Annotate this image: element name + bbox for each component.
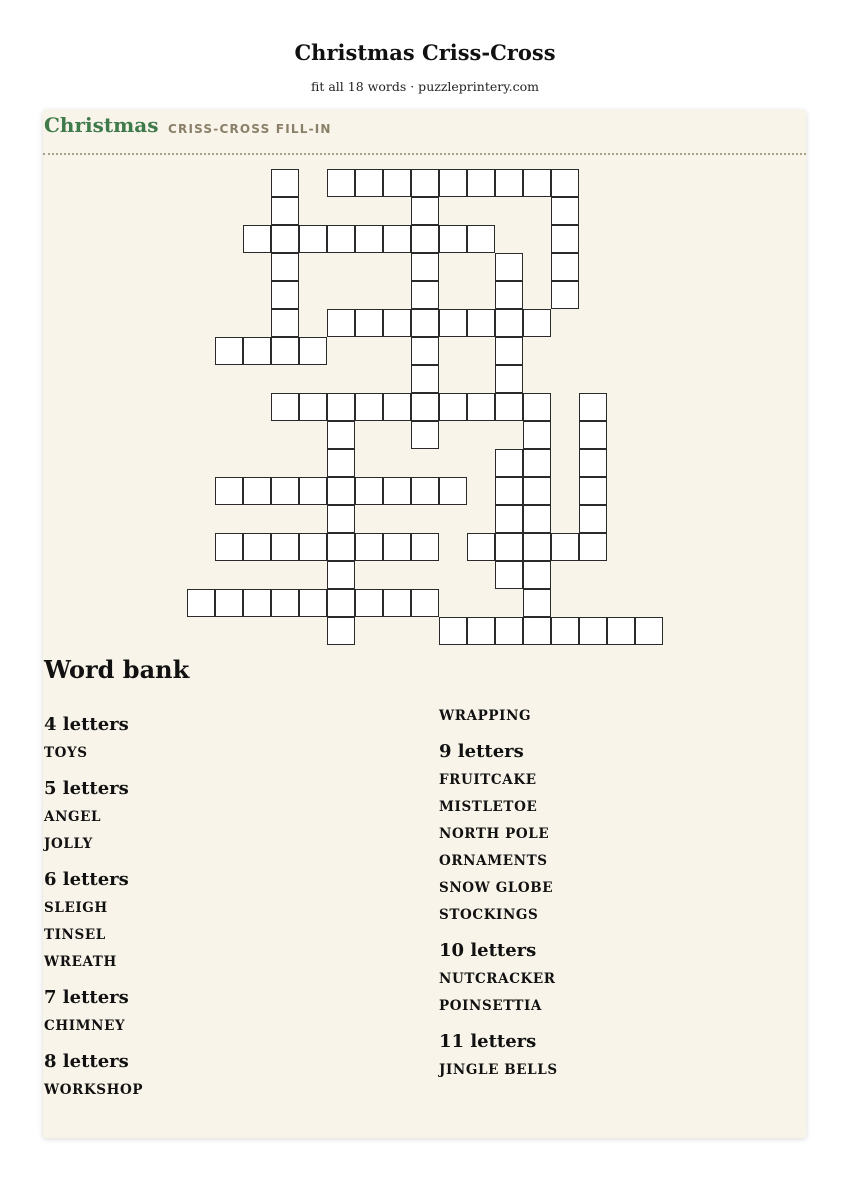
grid-cell[interactable]	[495, 281, 523, 309]
grid-cell[interactable]	[327, 617, 355, 645]
grid-cell[interactable]	[327, 477, 355, 505]
grid-cell[interactable]	[551, 533, 579, 561]
grid-cell[interactable]	[579, 449, 607, 477]
grid-cell[interactable]	[411, 533, 439, 561]
grid-cell[interactable]	[299, 477, 327, 505]
grid-cell[interactable]	[579, 393, 607, 421]
grid-cell[interactable]	[523, 533, 551, 561]
grid-cell[interactable]	[271, 309, 299, 337]
puzzle-card	[43, 110, 806, 1138]
word-group-heading: 11 letters	[439, 1031, 537, 1052]
grid-cell[interactable]	[495, 477, 523, 505]
grid-cell[interactable]	[327, 393, 355, 421]
word-bank-title: Word bank	[44, 655, 190, 684]
grid-cell[interactable]	[271, 533, 299, 561]
word-bank-item: TOYS	[44, 745, 88, 761]
grid-cell[interactable]	[327, 169, 355, 197]
grid-cell[interactable]	[411, 337, 439, 365]
grid-cell[interactable]	[243, 477, 271, 505]
grid-cell[interactable]	[523, 449, 551, 477]
grid-cell[interactable]	[495, 253, 523, 281]
grid-cell[interactable]	[495, 449, 523, 477]
word-bank-item: FRUITCAKE	[439, 772, 537, 788]
puzzle-kind: CRISS-CROSS FILL-IN	[168, 122, 332, 136]
word-group-heading: 9 letters	[439, 741, 524, 762]
word-bank-item: WRAPPING	[439, 708, 532, 724]
grid-cell[interactable]	[271, 253, 299, 281]
grid-cell[interactable]	[411, 309, 439, 337]
grid-cell[interactable]	[299, 589, 327, 617]
grid-cell[interactable]	[383, 589, 411, 617]
grid-cell[interactable]	[467, 393, 495, 421]
grid-cell[interactable]	[495, 309, 523, 337]
grid-cell[interactable]	[495, 365, 523, 393]
grid-cell[interactable]	[523, 589, 551, 617]
grid-cell[interactable]	[467, 169, 495, 197]
grid-cell[interactable]	[383, 533, 411, 561]
grid-cell[interactable]	[355, 169, 383, 197]
grid-cell[interactable]	[579, 533, 607, 561]
grid-cell[interactable]	[635, 617, 663, 645]
grid-cell[interactable]	[243, 337, 271, 365]
grid-cell[interactable]	[495, 617, 523, 645]
grid-cell[interactable]	[467, 533, 495, 561]
grid-cell[interactable]	[271, 281, 299, 309]
word-bank-item: WORKSHOP	[44, 1082, 144, 1098]
grid-cell[interactable]	[327, 225, 355, 253]
grid-cell[interactable]	[523, 421, 551, 449]
grid-cell[interactable]	[411, 421, 439, 449]
grid-cell[interactable]	[383, 309, 411, 337]
grid-cell[interactable]	[271, 169, 299, 197]
grid-cell[interactable]	[355, 533, 383, 561]
grid-cell[interactable]	[579, 617, 607, 645]
word-bank-item: NUTCRACKER	[439, 971, 556, 987]
grid-cell[interactable]	[551, 617, 579, 645]
grid-cell[interactable]	[243, 225, 271, 253]
word-bank-item: SLEIGH	[44, 900, 108, 916]
grid-cell[interactable]	[467, 225, 495, 253]
grid-cell[interactable]	[187, 589, 215, 617]
grid-cell[interactable]	[411, 253, 439, 281]
grid-cell[interactable]	[411, 281, 439, 309]
grid-cell[interactable]	[607, 617, 635, 645]
grid-cell[interactable]	[355, 589, 383, 617]
grid-cell[interactable]	[579, 421, 607, 449]
grid-cell[interactable]	[299, 393, 327, 421]
grid-cell[interactable]	[327, 505, 355, 533]
header-divider	[43, 153, 806, 155]
grid-cell[interactable]	[411, 225, 439, 253]
grid-cell[interactable]	[327, 533, 355, 561]
word-bank-item: POINSETTIA	[439, 998, 543, 1014]
word-bank-item: ANGEL	[44, 809, 102, 825]
grid-cell[interactable]	[271, 337, 299, 365]
grid-cell[interactable]	[327, 309, 355, 337]
grid-cell[interactable]	[355, 225, 383, 253]
grid-cell[interactable]	[271, 197, 299, 225]
grid-cell[interactable]	[355, 309, 383, 337]
puzzle-theme: Christmas	[44, 113, 159, 137]
word-group-heading: 7 letters	[44, 987, 129, 1008]
grid-cell[interactable]	[271, 225, 299, 253]
grid-cell[interactable]	[551, 253, 579, 281]
grid-cell[interactable]	[411, 169, 439, 197]
grid-cell[interactable]	[467, 309, 495, 337]
grid-cell[interactable]	[439, 225, 467, 253]
grid-cell[interactable]	[411, 477, 439, 505]
word-group-heading: 6 letters	[44, 869, 129, 890]
grid-cell[interactable]	[579, 505, 607, 533]
grid-cell[interactable]	[495, 337, 523, 365]
grid-cell[interactable]	[467, 617, 495, 645]
grid-cell[interactable]	[327, 449, 355, 477]
word-bank-item: WREATH	[44, 954, 117, 970]
grid-cell[interactable]	[271, 477, 299, 505]
grid-cell[interactable]	[439, 169, 467, 197]
grid-cell[interactable]	[215, 589, 243, 617]
grid-cell[interactable]	[551, 225, 579, 253]
grid-cell[interactable]	[355, 477, 383, 505]
grid-cell[interactable]	[215, 477, 243, 505]
grid-cell[interactable]	[523, 561, 551, 589]
word-group-heading: 5 letters	[44, 778, 129, 799]
grid-cell[interactable]	[271, 589, 299, 617]
grid-cell[interactable]	[411, 365, 439, 393]
grid-cell[interactable]	[495, 393, 523, 421]
grid-cell[interactable]	[243, 589, 271, 617]
grid-cell[interactable]	[215, 533, 243, 561]
grid-cell[interactable]	[551, 197, 579, 225]
word-group-heading: 10 letters	[439, 940, 537, 961]
word-bank-item: CHIMNEY	[44, 1018, 126, 1034]
grid-cell[interactable]	[271, 393, 299, 421]
word-bank-item: JOLLY	[44, 836, 93, 852]
word-bank-item: JINGLE BELLS	[439, 1062, 558, 1078]
grid-cell[interactable]	[299, 225, 327, 253]
grid-cell[interactable]	[551, 281, 579, 309]
grid-cell[interactable]	[383, 169, 411, 197]
grid-cell[interactable]	[327, 561, 355, 589]
word-bank-item: MISTLETOE	[439, 799, 538, 815]
word-bank-item: ORNAMENTS	[439, 853, 548, 869]
grid-cell[interactable]	[243, 533, 271, 561]
grid-cell[interactable]	[523, 393, 551, 421]
word-bank-item: NORTH POLE	[439, 826, 550, 842]
page-title: Christmas Criss-Cross	[294, 40, 556, 65]
grid-cell[interactable]	[215, 337, 243, 365]
grid-cell[interactable]	[439, 617, 467, 645]
grid-cell[interactable]	[495, 505, 523, 533]
page-subtitle: fit all 18 words · puzzleprintery.com	[311, 79, 539, 94]
grid-cell[interactable]	[523, 169, 551, 197]
grid-cell[interactable]	[411, 589, 439, 617]
word-bank-item: STOCKINGS	[439, 907, 539, 923]
grid-cell[interactable]	[495, 169, 523, 197]
word-group-heading: 8 letters	[44, 1051, 129, 1072]
grid-cell[interactable]	[327, 421, 355, 449]
word-bank-item: TINSEL	[44, 927, 106, 943]
grid-cell[interactable]	[579, 477, 607, 505]
grid-cell[interactable]	[523, 617, 551, 645]
grid-cell[interactable]	[299, 337, 327, 365]
grid-cell[interactable]	[551, 169, 579, 197]
grid-cell[interactable]	[355, 393, 383, 421]
grid-cell[interactable]	[523, 477, 551, 505]
word-bank-item: SNOW GLOBE	[439, 880, 554, 896]
grid-cell[interactable]	[411, 197, 439, 225]
grid-cell[interactable]	[439, 309, 467, 337]
grid-cell[interactable]	[299, 533, 327, 561]
grid-cell[interactable]	[523, 505, 551, 533]
grid-cell[interactable]	[383, 225, 411, 253]
grid-cell[interactable]	[411, 393, 439, 421]
grid-cell[interactable]	[439, 393, 467, 421]
grid-cell[interactable]	[495, 533, 523, 561]
grid-cell[interactable]	[495, 561, 523, 589]
grid-cell[interactable]	[383, 477, 411, 505]
grid-cell[interactable]	[383, 393, 411, 421]
word-group-heading: 4 letters	[44, 714, 129, 735]
grid-cell[interactable]	[523, 309, 551, 337]
grid-cell[interactable]	[327, 589, 355, 617]
grid-cell[interactable]	[439, 477, 467, 505]
